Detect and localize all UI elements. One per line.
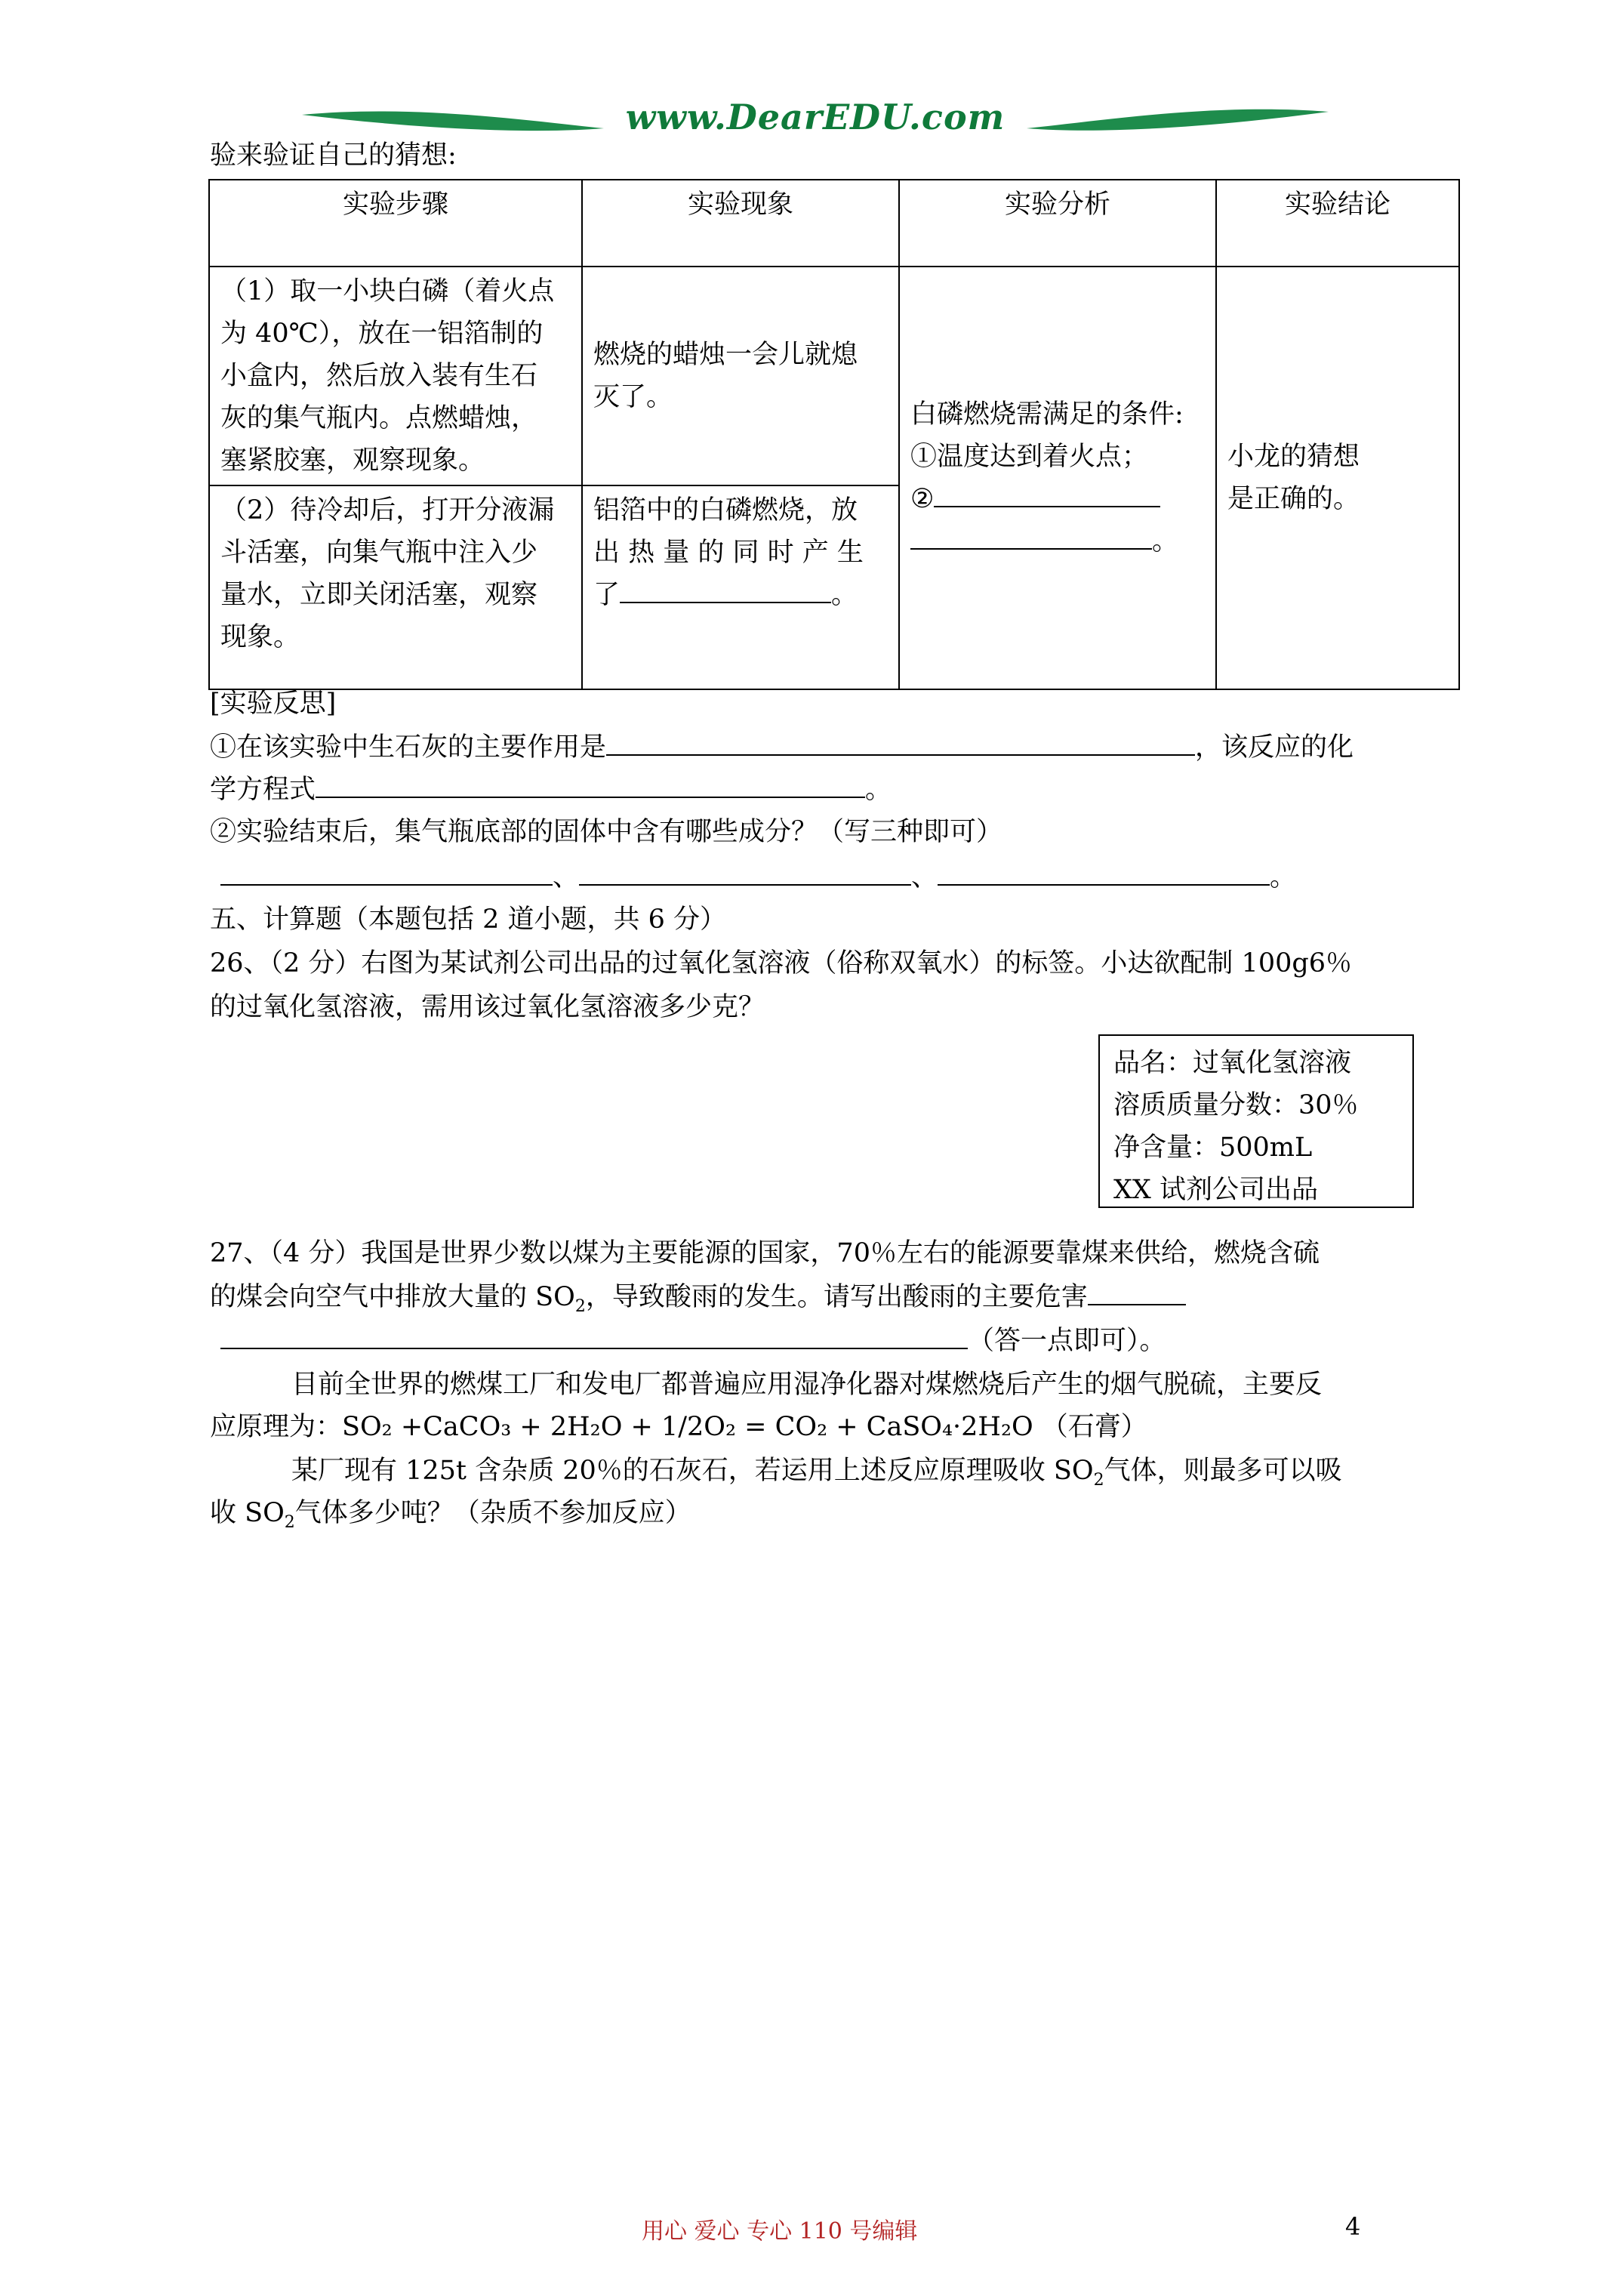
q27-paragraph2-line1: 某厂现有 125t 含杂质 20％的石灰石，若运用上述反应原理吸收 $SO_2$气体，则最多可以吸 xyxy=(291,1456,1342,1490)
reflection-q2-blanks: 、 、 。 xyxy=(220,856,1296,898)
footer-editor-note: 用心 爱心 专心 110 号编辑 xyxy=(642,2218,918,2245)
section5-title: 五、计算题（本题包括 2 道小题，共 6 分） xyxy=(210,905,727,935)
table-header-conclusion: 实验结论 xyxy=(1216,180,1459,267)
q27-paragraph1-line2: 应原理为：SO₂ +CaCO₃ + 2H₂O + 1/2O₂ = CO₂ + CaSO₄·2H₂O （石膏） xyxy=(210,1412,1147,1442)
table-cell-phenomenon2: 铝箔中的白磷燃烧，放 出 热 量 的 同 时 产 生 了 。 xyxy=(582,485,899,689)
intro-text: 验来验证自己的猜想: xyxy=(210,140,457,171)
experiment-table xyxy=(208,179,1460,690)
answer-blank[interactable] xyxy=(220,857,553,886)
table-cell-step1: （1）取一小块白磷（着火点 为 40℃），放在一铝箔制的 小盒内，然后放入装有生石 灰的集气瓶内。点燃蜡烛， 塞紧胶塞，观察现象。 xyxy=(209,267,582,485)
q27-line2: 的煤会向空气中排放大量的 $SO_2$，导致酸雨的发生。请写出酸雨的主要危害 xyxy=(210,1276,1186,1318)
header-site-logo: www.DearEDU.com xyxy=(625,97,1006,137)
answer-blank[interactable] xyxy=(606,727,1195,756)
answer-blank[interactable] xyxy=(938,857,1270,886)
q27-paragraph1-line1: 目前全世界的燃煤工厂和发电厂都普遍应用湿净化器对煤燃烧后产生的烟气脱硫，主要反 xyxy=(291,1370,1323,1400)
reflection-q1-line2: 学方程式 。 xyxy=(210,769,892,811)
table-header-phenomena: 实验现象 xyxy=(582,180,899,267)
table-cell-conclusion: 小龙的猜想 是正确的。 xyxy=(1216,267,1459,689)
table-header-analysis: 实验分析 xyxy=(899,180,1216,267)
answer-blank[interactable] xyxy=(620,575,831,603)
q26-line1: 26、（2 分）右图为某试剂公司出品的过氧化氢溶液（俗称双氧水）的标签。小达欲配制 100g6％ xyxy=(210,948,1353,978)
table-cell-phenomenon1: 燃烧的蜡烛一会儿就熄 灭了。 xyxy=(582,267,899,485)
reflection-heading: [实验反思] xyxy=(210,689,337,719)
table-cell-step2: （2）待冷却后，打开分液漏 斗活塞，向集气瓶中注入少 量水，立即关闭活塞，观察 现象。 xyxy=(209,485,582,689)
answer-blank[interactable] xyxy=(910,521,1152,550)
reflection-q1-line1: ①在该实验中生石灰的主要作用是 ，该反应的化 xyxy=(210,726,1354,769)
answer-blank[interactable] xyxy=(934,479,1160,507)
reagent-label-box: 品名：过氧化氢溶液 溶质质量分数：30％ 净含量：500mL XX 试剂公司出品 xyxy=(1098,1034,1414,1208)
answer-blank[interactable] xyxy=(1088,1277,1186,1305)
reflection-q2: ②实验结束后，集气瓶底部的固体中含有哪些成分？（写三种即可） xyxy=(210,817,1003,847)
answer-blank[interactable] xyxy=(220,1321,968,1349)
table-cell-analysis: 白磷燃烧需满足的条件: ①温度达到着火点； ② 。 xyxy=(899,267,1216,689)
q27-line1: 27、（4 分）我国是世界少数以煤为主要能源的国家，70％左右的能源要靠煤来供给，燃烧含硫 xyxy=(210,1238,1320,1268)
answer-blank[interactable] xyxy=(579,857,911,886)
q26-line2: 的过氧化氢溶液，需用该过氧化氢溶液多少克？ xyxy=(210,992,765,1022)
page-number: 4 xyxy=(1345,2212,1361,2241)
answer-blank[interactable] xyxy=(316,769,865,798)
q27-line3: （答一点即可）。 xyxy=(220,1320,1166,1362)
table-header-steps: 实验步骤 xyxy=(209,180,582,267)
q27-paragraph2-line2: 收 $SO_2$气体多少吨？（杂质不参加反应） xyxy=(210,1498,691,1532)
